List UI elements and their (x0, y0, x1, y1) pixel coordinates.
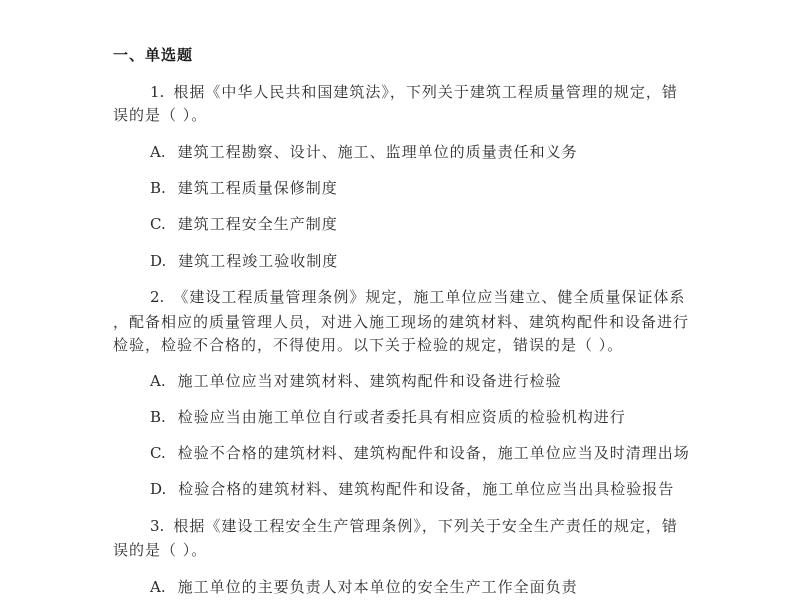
question-1-stem-text: 根据《中华人民共和国建筑法》，下列关于建筑工程质量管理的规定，错 (173, 83, 678, 101)
option-text: 施工单位应当对建筑材料、建筑构配件和设备进行检验 (177, 372, 562, 390)
question-2-option-a (150, 371, 562, 391)
question-3-stem-line-1 (150, 516, 678, 536)
option-letter: C. (150, 215, 166, 233)
question-3-option-a (150, 577, 578, 597)
option-text: 建筑工程质量保修制度 (177, 179, 338, 197)
question-2-stem-text: 《建设工程质量管理条例》规定，施工单位应当建立、健全质量保证体系 (173, 288, 686, 306)
question-1-number: 1. (150, 83, 165, 101)
option-text: 检验应当由施工单位自行或者委托具有相应资质的检验机构进行 (177, 408, 626, 426)
question-2-option-c (150, 443, 690, 463)
option-text: 建筑工程勘察、设计、施工、监理单位的质量责任和义务 (177, 143, 578, 161)
question-2-stem-line-2: ，配备相应的质量管理人员，对进入施工现场的建筑材料、建筑构配件和设备进行 (113, 313, 690, 331)
question-1-stem-line-1 (150, 82, 678, 102)
question-2-option-b (150, 407, 626, 427)
question-1-option-b (150, 178, 338, 198)
question-3-number: 3. (150, 517, 165, 535)
section-title: 一、单选题 (113, 46, 194, 64)
question-3-stem-line-2: 误的是（ ）。 (113, 541, 208, 559)
question-1-option-d (150, 251, 338, 271)
option-letter: C. (150, 444, 166, 462)
question-2-number: 2. (150, 288, 165, 306)
question-1-option-c (150, 214, 338, 234)
question-2-stem-line-3: 检验，检验不合格的，不得使用。以下关于检验的规定，错误的是（ ）。 (113, 336, 624, 354)
question-3-stem-text: 根据《建设工程安全生产管理条例》，下列关于安全生产责任的规定，错 (173, 517, 678, 535)
question-2-stem-line-1 (150, 287, 685, 307)
option-text: 检验合格的建筑材料、建筑构配件和设备，施工单位应当出具检验报告 (178, 480, 675, 498)
question-1-stem-line-2: 误的是（ ）。 (113, 106, 208, 124)
option-letter: A. (150, 143, 166, 161)
option-text: 建筑工程安全生产制度 (177, 215, 338, 233)
question-1-option-a (150, 142, 578, 162)
option-letter: A. (150, 372, 166, 390)
option-letter: D. (150, 252, 167, 270)
option-text: 施工单位的主要负责人对本单位的安全生产工作全面负责 (177, 578, 578, 596)
option-letter: B. (150, 179, 166, 197)
option-text: 建筑工程竣工验收制度 (178, 252, 339, 270)
option-text: 检验不合格的建筑材料、建筑构配件和设备，施工单位应当及时清理出场 (177, 444, 690, 462)
question-2-option-d (150, 479, 674, 499)
option-letter: D. (150, 480, 167, 498)
option-letter: B. (150, 408, 166, 426)
option-letter: A. (150, 578, 166, 596)
